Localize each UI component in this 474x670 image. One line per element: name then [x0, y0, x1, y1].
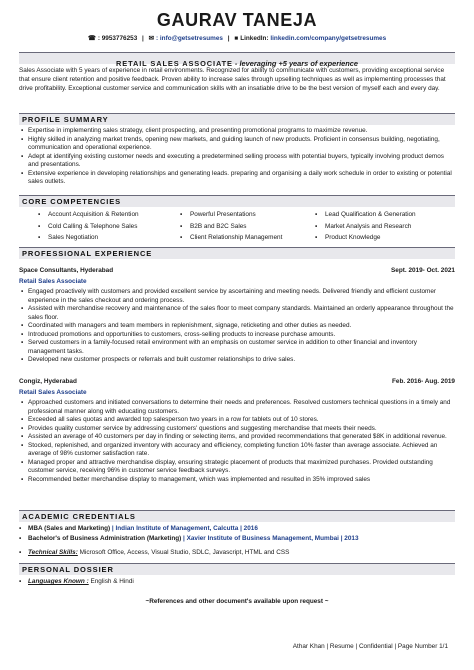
role-banner — [19, 52, 455, 68]
section-profile-summary — [19, 113, 455, 125]
competency-item: ▪ Market Analysis and Research — [325, 223, 411, 230]
education-item — [28, 535, 359, 542]
section-personal-dossier — [19, 563, 455, 575]
competency-item: ▪ Sales Negotiation — [48, 234, 98, 241]
linkedin-label: LinkedIn: — [240, 35, 269, 42]
job-title: Retail Sales Associate — [19, 278, 87, 285]
linkedin-icon: ■ — [234, 35, 239, 42]
page-footer: Athar Khan | Resume | Confidential | Page Number 1/1 — [292, 643, 448, 650]
list-item: ▪ Stocked, replenished, and organized inventory with accuracy and efficiency, completing function 10% faster than average associate. Achieved an average of 98% customer satisfaction rate. — [19, 442, 455, 459]
education-institute: | Xavier Institute of Business Management, Mumbai | 2013 — [181, 535, 359, 542]
competency-item: ▪ B2B and B2C Sales — [190, 223, 247, 230]
languages-label: Languages Known : — [28, 578, 89, 585]
references-note: ~References and other document's available upon request ~ — [145, 598, 329, 605]
summary-paragraph: Sales Associate with 5 years of experience in retail environments. Recognized for ability to communicate with customers, providing exceptional service that ensure client retention and positive feedback. Proven ability to increase sales through upselling techniques as well as implementing processes that drive profitability. Exceptional customer service and communication skills with an insatiable drive to be the best version of myself each and every day. — [19, 67, 446, 93]
list-item: ▪ Adept at identifying existing customer needs and executing a predetermined selling process with potential buyers, typically involving product demos and presentations. — [19, 153, 455, 170]
education-degree: Bachelor's of Business Administration (Marketing) — [28, 535, 182, 542]
job-dates: Sept. 2019- Oct. 2021 — [391, 267, 455, 274]
education-institute: | Indian Institute of Management, Calcutta | 2016 — [110, 525, 258, 532]
phone-icon: ☎ — [87, 35, 96, 42]
list-item: ▪ Managed proper and attractive merchandise display, ensuring strategic placement of products that maximized purchases. Provided outstanding customer service, receiving 96% in customer service feedback surveys. — [19, 459, 455, 476]
list-item: ▪ Assisted an average of 40 customers per day in finding or selecting items, and provided recommendations that generated $8K in additional revenue. — [19, 433, 455, 442]
list-item: ▪ Extensive experience in developing relationships and generating leads. preparing and organising a daily work schedule in order to existing or potential sales outlets. — [19, 170, 455, 187]
section-title: PROFESSIONAL EXPERIENCE — [22, 249, 153, 258]
technical-skills — [28, 549, 289, 556]
section-title: CORE COMPETENCIES — [22, 197, 122, 206]
languages-known — [28, 578, 134, 585]
contact-line — [0, 34, 474, 42]
competency-item: ▪ Account Acquisition & Retention — [48, 211, 139, 218]
job-bullets — [19, 288, 455, 365]
list-item: ▪ Engaged proactively with customers and provided excellent service by ascertaining and meeting needs. Delivered friendly and efficient customer experience in the sales checkout and ordering process. — [19, 288, 455, 305]
list-item: ▪ Coordinated with managers and team members in replenishment, signage, reticketing and other duties as needed. — [19, 322, 455, 331]
section-core-competencies — [19, 195, 455, 207]
competency-item: ▪ Powerful Presentations — [190, 211, 256, 218]
competency-item: ▪ Client Relationship Management — [190, 234, 282, 241]
technical-skills-value: Microsoft Office, Access, Visual Studio, SDLC, Javascript, HTML and CSS — [77, 549, 290, 556]
role-title: RETAIL SALES ASSOCIATE — [116, 59, 233, 68]
list-item: ▪ Exceeded all sales quotas and awarded top salesperson two years in a row for tablets out of 10 stores. — [19, 416, 455, 425]
education-item — [28, 525, 258, 532]
section-title: PROFILE SUMMARY — [22, 115, 109, 124]
languages-value: English & Hindi — [88, 578, 134, 585]
phone-number: : 9953776253 — [97, 35, 138, 42]
email-link[interactable]: : info@getsetresumes — [155, 35, 223, 42]
list-item: ▪ Recommended better merchandise display to management, which was implemented and resulted in 35% improved sales — [19, 476, 455, 485]
profile-summary-list — [19, 127, 455, 187]
job-bullets — [19, 399, 455, 484]
competency-item: ▪ Product Knowledge — [325, 234, 380, 241]
contact-separator: | — [227, 35, 230, 42]
list-item: ▪ Expertise in implementing sales strategy, client prospecting, and presenting promotional programs to maximize revenue. — [19, 127, 455, 136]
list-item: ▪ Provides quality customer service by addressing customers' questions and suggesting merchandise that meets their needs. — [19, 425, 455, 434]
list-item: ▪ Developed new customer prospects or referrals and built customer relationships to drive sales. — [19, 356, 455, 365]
list-item: ▪ Introduced promotions and opportunities to customers, cross-selling products to increase purchase amounts. — [19, 331, 455, 340]
list-item: ▪ Served customers in a family-focused retail environment with an emphasis on customer service in addition to other financial and inventory management tasks. — [19, 339, 455, 356]
competency-item: ▪ Lead Qualification & Generation — [325, 211, 416, 218]
list-item: ▪ Assisted with merchandise recovery and maintenance of the sales floor to meet company standards. Maintained an orderly appearance throughout the sales floor. — [19, 305, 455, 322]
candidate-name: GAURAV TANEJA — [156, 10, 318, 30]
job-dates: Feb. 2016- Aug. 2019 — [392, 378, 455, 385]
competency-item: ▪ Cold Calling & Telephone Sales — [48, 223, 137, 230]
list-item: ▪ Highly skilled in analyzing market trends, opening new markets, and guiding launch of new products. Proficient in consensus building, negotiating, communication and operational experience. — [19, 136, 455, 153]
section-academic-credentials — [19, 510, 455, 522]
role-tagline: - leveraging +5 years of experience — [232, 59, 358, 68]
job-company: Space Consultants, Hyderabad — [19, 267, 114, 274]
job-company: Congiz, Hyderabad — [19, 378, 77, 385]
list-item: ▪ Approached customers and initiated conversations to determine their needs and preferences. Resolved customers technical questions in a timely and professional manner along with educating customers. — [19, 399, 455, 416]
section-title: ACADEMIC CREDENTIALS — [22, 512, 136, 521]
education-degree: MBA (Sales and Marketing) — [28, 525, 111, 532]
linkedin-link[interactable]: linkedin.com/company/getsetresumes — [270, 35, 387, 42]
email-icon: ✉ — [148, 35, 154, 42]
section-professional-experience — [19, 247, 455, 259]
contact-separator: | — [142, 35, 144, 42]
job-title: Retail Sales Associate — [19, 389, 87, 396]
section-title: PERSONAL DOSSIER — [22, 565, 114, 574]
technical-skills-label: Technical Skills: — [28, 549, 78, 556]
